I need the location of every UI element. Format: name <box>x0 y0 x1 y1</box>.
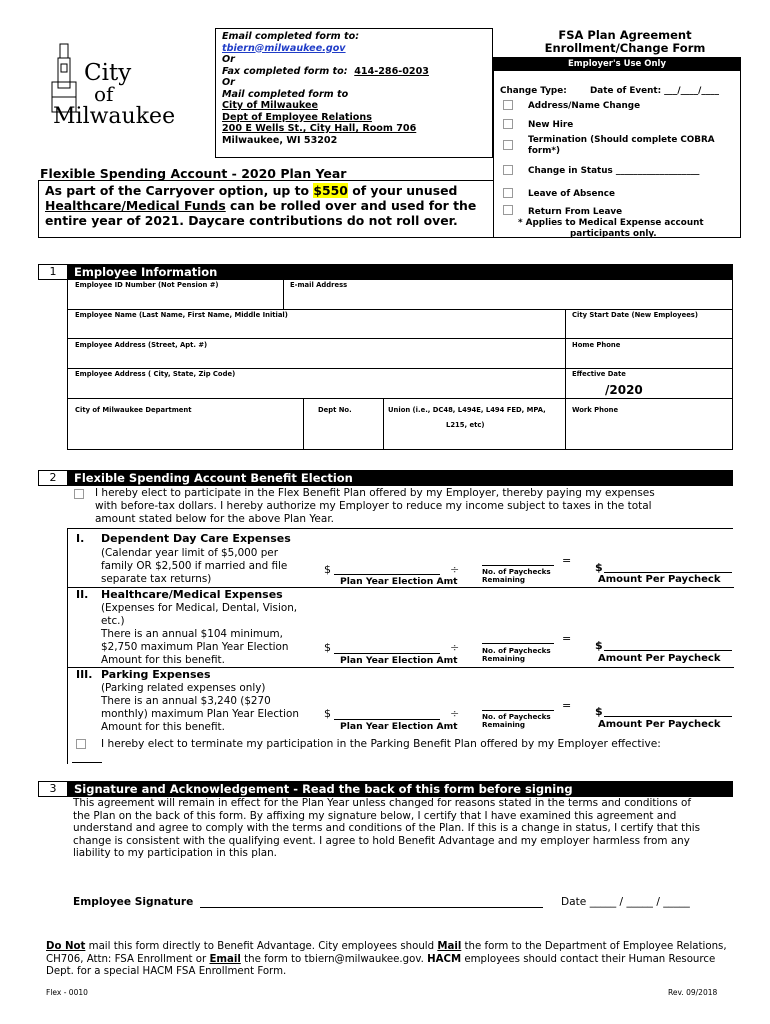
item-3-heading: Parking Expenses <box>101 668 211 681</box>
item-3-text-2: There is an annual $3,240 ($270 <box>101 695 271 707</box>
employee-id-field[interactable] <box>69 289 282 308</box>
footer-text-4: the form to tbiern@milwaukee.gov. <box>240 953 428 965</box>
row3-paychecks-label-1: No. of Paychecks <box>482 712 551 721</box>
carryover-text-b: of your unused <box>347 183 458 198</box>
item-1-heading: Dependent Day Care Expenses <box>101 532 291 545</box>
ack-line-3: understand and agree to comply with the terms and conditions of the Plan. If this is a change in status, I certify that this <box>73 822 701 835</box>
acknowledgement-text <box>73 797 733 860</box>
footer-text-2: the form to the Department of Employee Relations, <box>461 941 727 952</box>
ack-line-5: liability to my participation in this plan. <box>73 847 277 860</box>
row1-paychecks-label-1: No. of Paychecks <box>482 567 551 576</box>
row2-dollar: $ <box>324 641 331 654</box>
employer-use-box <box>493 57 741 238</box>
department-field[interactable] <box>69 414 302 448</box>
section-3-title: Signature and Acknowledgement - Read the back of this form before signing <box>74 782 573 796</box>
start-date-field[interactable] <box>567 319 731 337</box>
department-label: City of Milwaukee Department <box>75 406 192 414</box>
form-number: Flex - 0010 <box>46 988 88 997</box>
home-phone-label: Home Phone <box>572 341 621 349</box>
work-phone-field[interactable] <box>567 414 731 448</box>
effective-date-value[interactable]: /2020 <box>605 383 643 397</box>
employer-use-heading: Employer's Use Only <box>494 58 740 71</box>
parking-terminate-date-line[interactable] <box>72 762 102 763</box>
form-title-line-1: FSA Plan Agreement <box>558 28 692 42</box>
row2-paychecks-label-2: Remaining <box>482 654 526 663</box>
logo-city: City <box>84 60 132 86</box>
form-title <box>510 29 740 55</box>
row2-amount-line[interactable] <box>334 653 440 654</box>
leave-absence-label: Leave of Absence <box>528 189 615 199</box>
address-line-2: Dept of Employee Relations <box>222 111 372 123</box>
row2-divide: ÷ <box>450 641 460 654</box>
row1-paychecks-line[interactable] <box>482 565 554 566</box>
return-leave-label: Return From Leave <box>528 207 623 217</box>
city-state-zip-label: Employee Address ( City, State, Zip Code) <box>75 370 236 378</box>
row3-plan-amt-label: Plan Year Election Amt <box>340 721 458 732</box>
employee-name-field[interactable] <box>69 319 564 337</box>
row3-equals: = <box>562 699 572 712</box>
item-3-text-1: (Parking related expenses only) <box>101 682 266 694</box>
row3-paychecks-line[interactable] <box>482 710 554 711</box>
row2-plan-amt-label: Plan Year Election Amt <box>340 655 458 666</box>
termination-label-2: form*) <box>528 146 560 156</box>
street-address-field[interactable] <box>69 349 564 367</box>
home-phone-field[interactable] <box>567 349 731 367</box>
footer-text-1: mail this form directly to Benefit Advantage. City employees should <box>85 941 438 952</box>
address-line-3: 200 E Wells St., City Hall, Room 706 <box>222 123 417 134</box>
cobra-note-1: * Applies to Medical Expense account <box>518 218 704 228</box>
mail-label: Mail completed form to <box>222 88 349 100</box>
email-label: Email completed form to: <box>222 31 360 42</box>
change-status-checkbox[interactable] <box>503 165 513 175</box>
address-line-1: City of Milwaukee <box>222 100 319 111</box>
employee-name-label: Employee Name (Last Name, First Name, Middle Initial) <box>75 311 288 319</box>
parking-terminate-text: I hereby elect to terminate my participation in the Parking Benefit Plan offered by my Employer effective: <box>101 738 661 750</box>
ack-line-4: change is consistent with the qualifying event. I agree to hold Benefit Advantage and my employer harmless from any <box>73 834 690 847</box>
union-label-2: L215, etc) <box>446 421 485 429</box>
new-hire-label: New Hire <box>528 120 574 130</box>
row3-dollar: $ <box>324 707 331 720</box>
footer-email: Email <box>209 953 241 965</box>
plan-year-title: Flexible Spending Account - 2020 Plan Year <box>40 166 347 181</box>
section-3-number: 3 <box>38 781 68 797</box>
city-state-zip-field[interactable] <box>69 378 564 397</box>
ack-line-2: the Plan on the back of this form. By affixing my signature below, I certify that I have examined this agreement and <box>73 809 677 822</box>
item-2-text-2: etc.) <box>101 615 125 627</box>
footer-do-not: Do Not <box>46 941 86 952</box>
carryover-text-d: can be rolled over and used for the <box>225 198 477 213</box>
section-2-number: 2 <box>38 470 68 486</box>
participate-checkbox[interactable] <box>74 489 84 499</box>
footer-text-5: employees should contact their Human Resource <box>461 953 716 965</box>
footer-mail: Mail <box>437 941 462 952</box>
row1-dollar: $ <box>324 563 331 576</box>
row1-amount-line[interactable] <box>334 574 440 575</box>
item-1-roman: I. <box>76 532 85 545</box>
termination-checkbox[interactable] <box>503 140 513 150</box>
item-3-text-3: monthly) maximum Plan Year Election <box>101 708 299 720</box>
row3-result-line[interactable] <box>604 716 732 717</box>
termination-label: Termination (Should complete COBRA <box>528 135 715 145</box>
election-line-3: amount stated below for the above Plan Year. <box>95 513 335 525</box>
carryover-amount: $550 <box>313 183 348 198</box>
parking-terminate-checkbox[interactable] <box>76 739 86 749</box>
carryover-text-e: entire year of 2021. Daycare contributions do not roll over. <box>45 213 458 228</box>
carryover-notice <box>38 180 494 238</box>
footer-text-6: Dept. for a special HACM FSA Enrollment Form. <box>46 966 287 978</box>
row2-paychecks-label-1: No. of Paychecks <box>482 646 551 655</box>
address-line-4: Milwaukee, WI 53202 <box>222 134 338 146</box>
row1-paychecks-label-2: Remaining <box>482 575 526 584</box>
email-address-field[interactable] <box>285 289 731 308</box>
item-1-text-3: separate tax returns) <box>101 573 212 585</box>
carryover-text-c: Healthcare/Medical Funds <box>45 198 226 213</box>
row1-result-line[interactable] <box>604 572 732 573</box>
item-1-text-2: family OR $2,500 if married and file <box>101 560 288 572</box>
item-2-roman: II. <box>76 588 89 601</box>
row1-plan-amt-label: Plan Year Election Amt <box>340 576 458 587</box>
row1-divide: ÷ <box>450 563 460 576</box>
signature-line[interactable] <box>200 907 543 908</box>
item-2-text-3: There is an annual $104 minimum, <box>101 628 283 640</box>
item-3-roman: III. <box>76 668 93 681</box>
row3-per-paycheck-label: Amount Per Paycheck <box>598 719 721 730</box>
date-of-event: Date of Event: ___/____/____ <box>590 86 719 96</box>
row2-equals: = <box>562 632 572 645</box>
section-2-title: Flexible Spending Account Benefit Election <box>74 471 353 485</box>
row1-result-dollar: $ <box>595 561 603 574</box>
section-1-header <box>38 264 733 280</box>
row2-per-paycheck-label: Amount Per Paycheck <box>598 653 721 664</box>
carryover-text-a: As part of the Carryover option, up to <box>45 183 314 198</box>
election-line-2: with before-tax dollars. I hereby authorize my Employer to reduce my income subject to taxes in the total <box>95 500 652 512</box>
logo-of: of <box>94 82 114 106</box>
email-address-label: E-mail Address <box>290 281 348 289</box>
row2-result-dollar: $ <box>595 639 603 652</box>
union-label: Union (i.e., DC48, L494E, L494 FED, MPA, <box>388 406 546 414</box>
item-1-text-1: (Calendar year limit of $5,000 per <box>101 547 278 559</box>
signature-label: Employee Signature <box>73 896 194 908</box>
effective-date-label: Effective Date <box>572 370 626 378</box>
row2-result-line[interactable] <box>604 650 732 651</box>
item-2-text-1: (Expenses for Medical, Dental, Vision, <box>101 602 298 614</box>
footer-instructions <box>46 941 736 979</box>
new-hire-checkbox[interactable] <box>503 119 513 129</box>
section-3-header <box>38 781 733 797</box>
row3-paychecks-label-2: Remaining <box>482 720 526 729</box>
row1-equals: = <box>562 554 572 567</box>
city-logo <box>48 42 188 142</box>
leave-absence-checkbox[interactable] <box>503 188 513 198</box>
fax-number: 414-286-0203 <box>354 65 429 77</box>
section-1-title: Employee Information <box>74 265 218 279</box>
footer-hacm: HACM <box>427 953 462 965</box>
email-link[interactable]: tbiern@milwaukee.gov <box>222 42 346 54</box>
row2-paychecks-line[interactable] <box>482 643 554 644</box>
section-1-number: 1 <box>38 264 68 280</box>
submission-instructions <box>215 28 493 158</box>
change-type-label: Change Type: <box>500 86 567 96</box>
change-status-label: Change in Status ___________________ <box>528 166 700 176</box>
fax-label: Fax completed form to: <box>222 65 348 77</box>
employee-id-label: Employee ID Number (Not Pension #) <box>75 281 219 289</box>
item-2-text-5: Amount for this benefit. <box>101 654 225 666</box>
row1-per-paycheck-label: Amount Per Paycheck <box>598 574 721 585</box>
item-2-text-4: $2,750 maximum Plan Year Election <box>101 641 289 653</box>
union-field[interactable] <box>384 429 564 448</box>
row3-amount-line[interactable] <box>334 719 440 720</box>
item-2-heading: Healthcare/Medical Expenses <box>101 588 283 601</box>
row3-result-dollar: $ <box>595 705 603 718</box>
benefit-election-box <box>67 528 733 764</box>
employee-info-grid <box>67 279 733 450</box>
address-change-label: Address/Name Change <box>528 101 641 111</box>
or-1: Or <box>222 54 235 65</box>
form-title-line-2: Enrollment/Change Form <box>544 41 706 55</box>
row3-divide: ÷ <box>450 707 460 720</box>
cobra-note-2: participants only. <box>570 229 657 239</box>
start-date-label: City Start Date (New Employees) <box>572 311 698 319</box>
street-address-label: Employee Address (Street, Apt. #) <box>75 341 208 349</box>
address-change-checkbox[interactable] <box>503 100 513 110</box>
signature-date[interactable]: Date _____ / _____ / _____ <box>561 896 690 908</box>
ack-line-1: This agreement will remain in effect for the Plan Year unless changed for reasons stated in the terms and conditions of <box>73 797 691 809</box>
return-leave-checkbox[interactable] <box>503 205 513 215</box>
logo-milwaukee: Milwaukee <box>53 104 176 129</box>
or-2: Or <box>222 77 235 88</box>
dept-no-field[interactable] <box>304 414 382 448</box>
work-phone-label: Work Phone <box>572 406 619 414</box>
item-3-text-4: Amount for this benefit. <box>101 721 225 733</box>
dept-no-label: Dept No. <box>318 406 352 414</box>
section-2-header <box>38 470 733 486</box>
revision: Rev. 09/2018 <box>668 988 718 997</box>
footer-text-3: CH706, Attn: FSA Enrollment or <box>46 953 210 965</box>
election-line-1: I hereby elect to participate in the Flex Benefit Plan offered by my Employer, thereby paying my expenses <box>95 487 655 499</box>
